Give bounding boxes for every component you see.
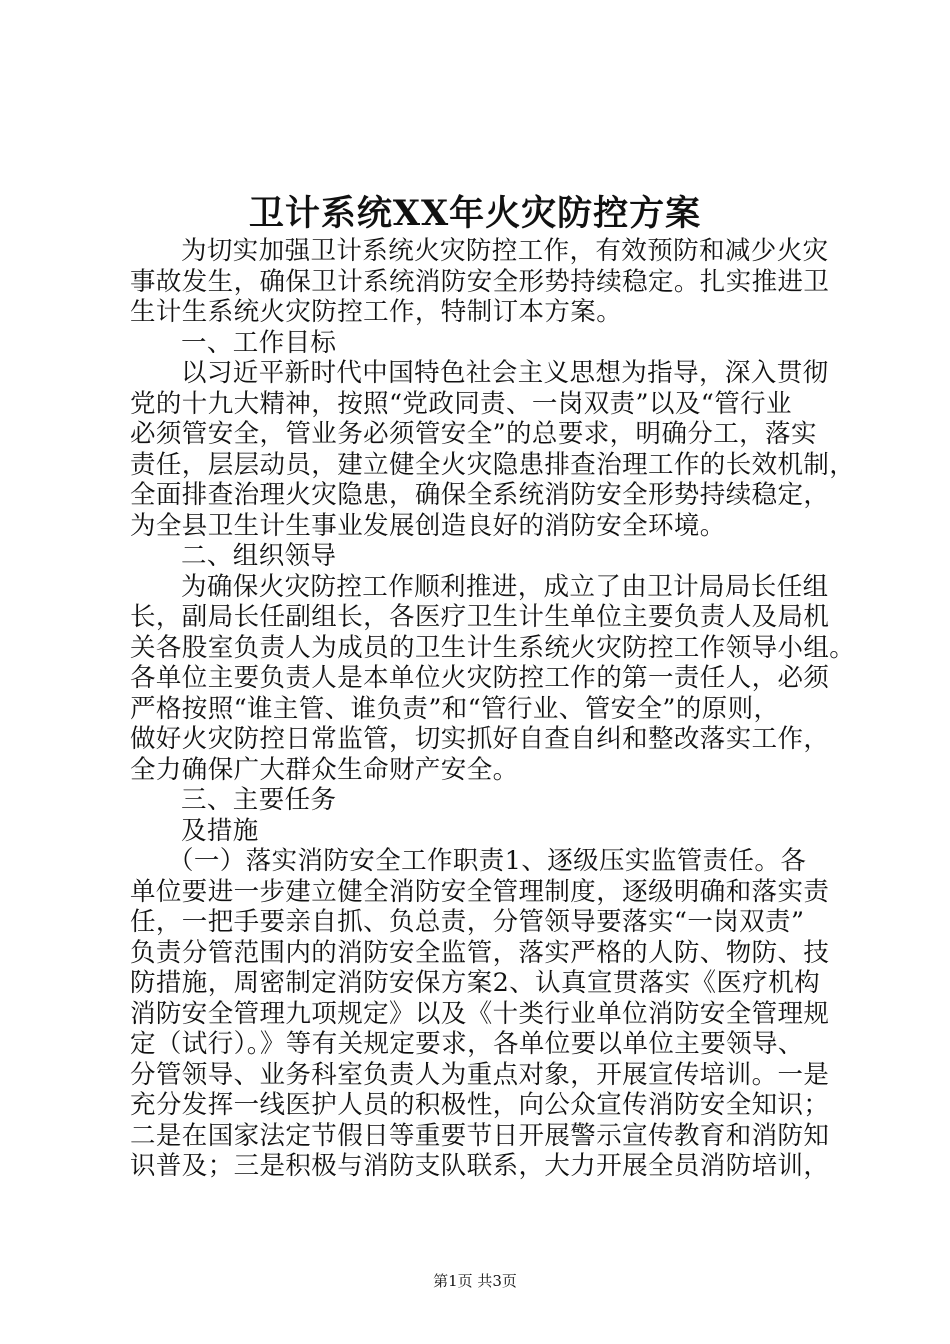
body-line: 生计生系统火灾防控工作，特制订本方案。 [130, 297, 623, 327]
body-line: 全面排查治理火灾隐患，确保全系统消防安全形势持续稳定， [130, 480, 830, 510]
body-line: 长，副局长任副组长，各医疗卫生计生单位主要负责人及局机 [130, 602, 830, 632]
page-footer: 第1页 共3页 [433, 1272, 517, 1290]
body-line: 做好火灾防控日常监管，切实抓好自查自纠和整改落实工作， [130, 724, 830, 754]
body-line: 消防安全管理九项规定》以及《十类行业单位消防安全管理规 [130, 998, 830, 1029]
body-line: 责任，层层动员，建立健全火灾隐患排查治理工作的长效机制， [130, 449, 856, 480]
section-heading: 及措施 [181, 815, 259, 846]
body-line: 党的十九大精神，按照“党政同责、一岗双责”以及“管行业 [130, 388, 792, 419]
body-line: 为确保火灾防控工作顺利推进，成立了由卫计局局长任组 [181, 571, 829, 602]
document-body [130, 236, 856, 1182]
section-heading: 三、主要任务 [181, 785, 337, 815]
body-line: 分管领导、业务科室负责人为重点对象，开展宣传培训。一是 [130, 1059, 830, 1090]
body-line: 二是在国家法定节假日等重要节日开展警示宣传教育和消防知 [130, 1120, 830, 1151]
body-line: 事故发生，确保卫计系统消防安全形势持续稳定。扎实推进卫 [130, 266, 830, 297]
body-line: 各单位主要负责人是本单位火灾防控工作的第一责任人，必须 [130, 663, 830, 693]
body-line: 识普及；三是积极与消防支队联系，大力开展全员消防培训， [130, 1151, 830, 1181]
section-heading: 二、组织领导 [181, 541, 337, 571]
body-line: 全力确保广大群众生命财产安全。 [130, 754, 519, 785]
document-title: 卫计系统XX年火灾防控方案 [248, 193, 702, 234]
body-line: 必须管安全，管业务必须管安全”的总要求，明确分工，落实 [130, 419, 817, 449]
body-line: 为全县卫生计生事业发展创造良好的消防安全环境。 [130, 510, 726, 541]
body-line: 为切实加强卫计系统火灾防控工作，有效预防和减少火灾 [181, 236, 829, 266]
body-line: 防措施，周密制定消防安保方案2、认真宣贯落实《医疗机构 [130, 968, 821, 998]
body-line: 严格按照“谁主管、谁负责”和“管行业、管安全”的原则， [130, 693, 780, 724]
body-line: 任，一把手要亲自抓、负总责，分管领导要落实“一岗双责” [130, 907, 805, 937]
body-line: 关各股室负责人为成员的卫生计生系统火灾防控工作领导小组。 [130, 632, 856, 663]
body-line: 单位要进一步建立健全消防安全管理制度，逐级明确和落实责 [130, 876, 830, 907]
body-line: 负责分管范围内的消防安全监管，落实严格的人防、物防、技 [130, 937, 830, 968]
section-heading: 一、工作目标 [181, 327, 337, 358]
body-line: 充分发挥一线医护人员的积极性，向公众宣传消防安全知识； [130, 1090, 830, 1120]
body-line: 定（试行）。》等有关规定要求，各单位要以单位主要领导、 [130, 1029, 804, 1059]
body-line: （一）落实消防安全工作职责1、逐级压实监管责任。各 [168, 846, 807, 876]
body-line: 以习近平新时代中国特色社会主义思想为指导，深入贯彻 [181, 358, 829, 388]
